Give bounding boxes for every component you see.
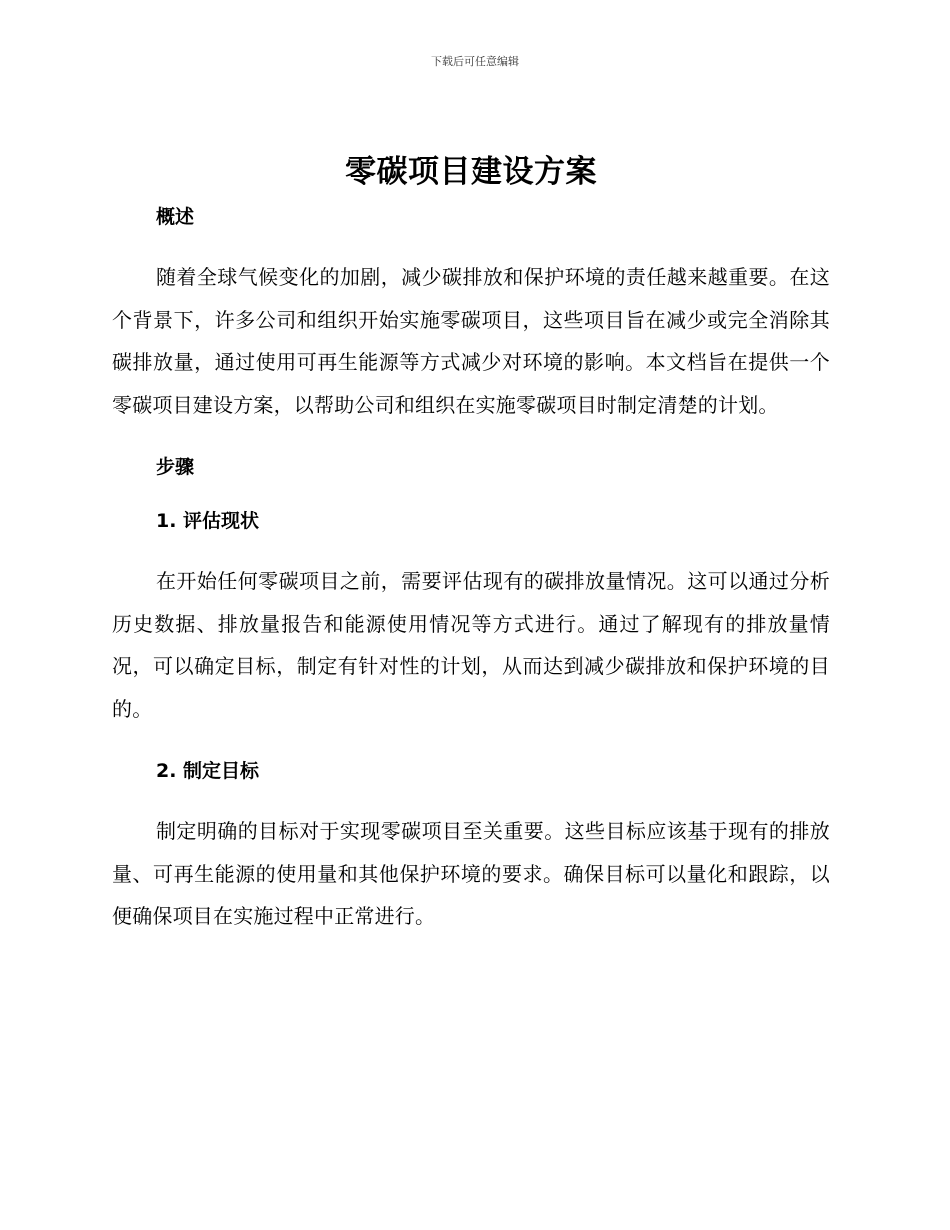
spacer xyxy=(112,786,830,810)
spacer xyxy=(112,482,830,506)
header-note: 下载后可任意编辑 xyxy=(431,55,519,68)
section-heading-steps: 步骤 xyxy=(156,456,195,478)
section-paragraph-goals: 制定明确的目标对于实现零碳项目至关重要。这些目标应该基于现有的排放量、可再生能源的使用量和其他保护环境的要求。确保目标可以量化和跟踪，以便确保项目在实施过程中正常进行。 xyxy=(112,819,830,928)
section-paragraph-overview: 随着全球气候变化的加剧，减少碳排放和保护环境的责任越来越重要。在这个背景下，许多公司和组织开始实施零碳项目，这些项目旨在减少或完全消除其碳排放量，通过使用可再生能源等方式减少对环境的影响。本文档旨在提供一个零碳项目建设方案，以帮助公司和组织在实施零碳项目时制定清楚的计划。 xyxy=(112,265,830,417)
spacer xyxy=(112,426,830,452)
document-title: 零碳项目建设方案 xyxy=(345,154,597,190)
spacer xyxy=(112,232,830,256)
section-heading-goals: 2. 制定目标 xyxy=(156,760,260,782)
section-heading-assess: 1. 评估现状 xyxy=(156,510,260,532)
section-heading-overview: 概述 xyxy=(156,206,195,228)
spacer xyxy=(112,536,830,560)
spacer xyxy=(112,730,830,756)
document-body xyxy=(112,146,830,938)
section-paragraph-assess: 在开始任何零碳项目之前，需要评估现有的碳排放量情况。这可以通过分析历史数据、排放量报告和能源使用情况等方式进行。通过了解现有的排放量情况，可以确定目标，制定有针对性的计划，从而达到减少碳排放和保护环境的目的。 xyxy=(112,569,830,721)
